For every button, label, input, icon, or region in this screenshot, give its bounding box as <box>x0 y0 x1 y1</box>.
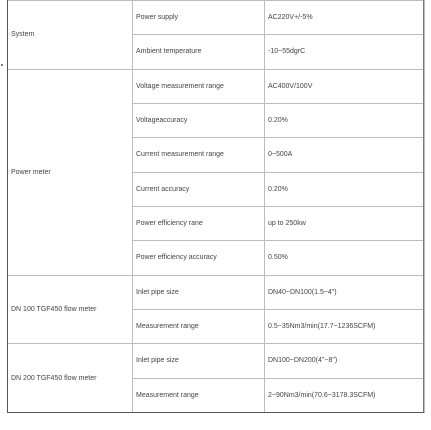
value-cell: AC400V/100V <box>265 69 425 103</box>
value-cell: DN40~DN100(1.5~4") <box>265 275 425 309</box>
param-cell: Measurement range <box>133 309 265 343</box>
value-cell: 0.20% <box>265 172 425 206</box>
value-cell: 0.50% <box>265 241 425 275</box>
param-cell: Power supply <box>133 1 265 35</box>
param-cell: Ambient temperature <box>133 35 265 69</box>
value-cell: AC220V+/-5% <box>265 1 425 35</box>
param-cell: Inlet pipe size <box>133 344 265 378</box>
value-cell: 2~90Nm3/min(70.6~3178.3SCFM) <box>265 378 425 412</box>
value-cell: 0~500A <box>265 138 425 172</box>
value-cell: 0.20% <box>265 103 425 137</box>
group-cell: Power meter <box>8 69 133 275</box>
value-cell: DN100~DN200(4"~8") <box>265 344 425 378</box>
param-cell: Current measurement range <box>133 138 265 172</box>
table-row <box>8 1 425 35</box>
param-cell: Power efficiency accuracy <box>133 241 265 275</box>
value-cell: 0.5~35Nm3/min(17.7~1236SCFM) <box>265 309 425 343</box>
param-cell: Power efficiency rane <box>133 206 265 240</box>
table-row <box>8 275 425 309</box>
value-cell: -10~55dgrC <box>265 35 425 69</box>
param-cell: Inlet pipe size <box>133 275 265 309</box>
param-cell: Measurement range <box>133 378 265 412</box>
bullet-marker <box>1 64 3 66</box>
group-cell: DN 200 TGF450 flow meter <box>8 344 133 413</box>
param-cell: Current accuracy <box>133 172 265 206</box>
table-row <box>8 344 425 378</box>
value-cell: up to 250kw <box>265 206 425 240</box>
spec-table <box>7 0 425 413</box>
param-cell: Voltage measurement range <box>133 69 265 103</box>
table-row <box>8 69 425 103</box>
group-cell: DN 100 TGF450 flow meter <box>8 275 133 344</box>
param-cell: Voltageaccuracy <box>133 103 265 137</box>
group-cell: System <box>8 1 133 70</box>
